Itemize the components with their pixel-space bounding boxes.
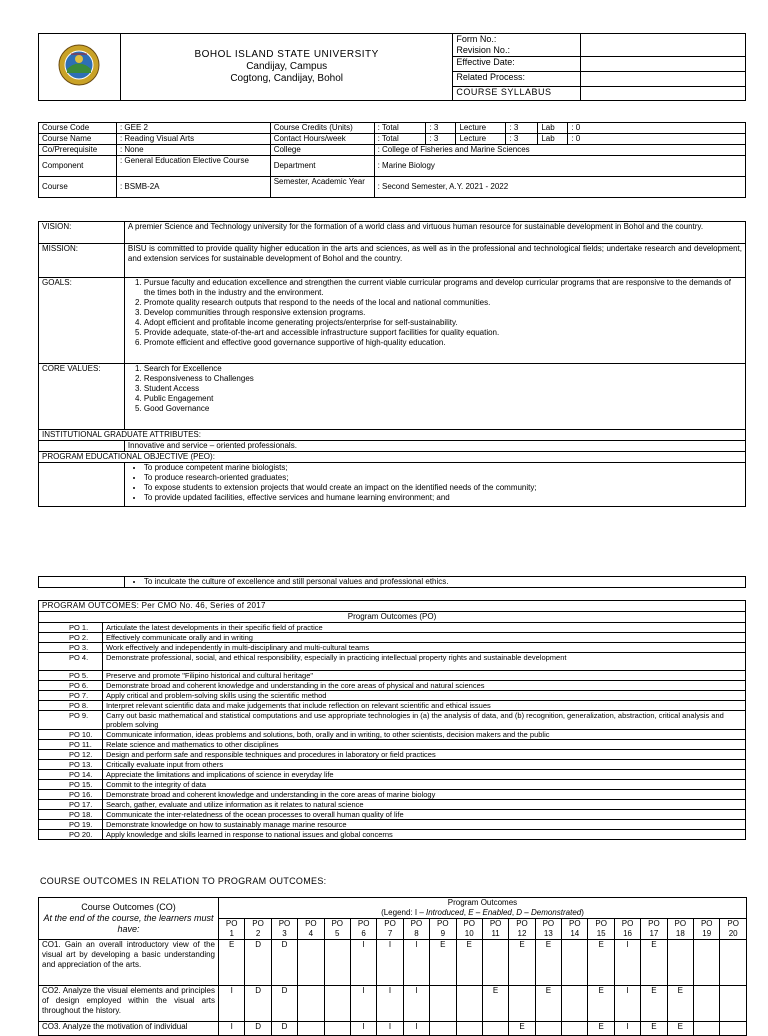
po-number: PO 16. [39,790,103,800]
po-number: PO 10. [39,730,103,740]
co-po-mark: D [271,986,297,1022]
po-word: PO [595,919,607,928]
po-row [39,681,746,691]
hours-lecture-value: : 3 [506,134,538,145]
po-number: PO 13. [39,760,103,770]
co-po-mark [430,986,456,1022]
co-po-mark: I [403,1022,429,1036]
po-row [39,730,746,740]
related-process-value [581,72,746,87]
campus-address: Cogtong, Candijay, Bohol [230,73,343,84]
course-code-value: : GEE 2 [116,123,270,134]
core-value-item: 4. Public Engagement [144,394,742,404]
po-row [39,671,746,681]
course-code-label: Course Code [39,123,117,134]
graduate-attributes-label: INSTITUTIONAL GRADUATE ATTRIBUTES: [39,430,746,441]
program-outcomes-list [39,623,746,840]
po-word: PO [700,919,713,928]
credits-lecture-label: Lecture [456,123,506,134]
co-po-mark [667,940,693,986]
blank-cell [39,577,125,588]
po-index: 13 [543,929,553,938]
po-number-header [509,919,535,940]
goal-item: 5. Provide adequate, state-of-the-art and accessible infrastructure support facilities for quality equation. [144,328,742,338]
po-index: 7 [387,929,393,938]
co-po-mark: I [219,1022,245,1036]
po-index: 10 [464,929,474,938]
contact-hours-label: Contact Hours/week [270,134,374,145]
related-process-label: Related Process: [453,72,581,87]
po-number-header [641,919,667,940]
po-word: PO [331,919,344,928]
po-word: PO [648,919,660,928]
co-po-mark: D [245,1022,271,1036]
po-index: 12 [517,929,527,938]
po-number: PO 14. [39,770,103,780]
po-word: PO [621,919,634,928]
po-description: Design and perform safe and responsible techniques and procedures in laboratory or field practices [102,750,745,760]
department-label: Department [270,156,374,177]
po-number: PO 9. [39,711,103,730]
po-number-header [482,919,508,940]
co-po-mark [720,986,747,1022]
co-po-mark: E [588,986,614,1022]
po-description: Preserve and promote "Filipino historical and cultural heritage" [102,671,745,681]
co-po-matrix [38,897,747,1036]
goal-item: 6. Promote efficient and effective good governance supportive of high-quality education. [144,338,742,348]
component-value: : General Education Elective Course [116,156,270,177]
university-name: BOHOL ISLAND STATE UNIVERSITY [194,49,379,60]
po-index: 4 [308,929,314,938]
po-index: 17 [649,929,659,938]
po-number-header [456,919,482,940]
po-description: Apply knowledge and skills learned in response to national issues and global concerns [102,830,745,840]
po-description: Interpret relevant scientific data and make judgements that include reflection on relevant scientific and ethical issues [102,701,745,711]
po-number-header [403,919,429,940]
credits-total-value: : 3 [426,123,456,134]
peo-item: • To expose students to extension projects that would create an impact on the identified needs of the community; [144,483,742,493]
po-number-header [694,919,720,940]
co-description: CO3. Analyze the motivation of individual [39,1022,219,1036]
university-seal-logo [58,44,100,86]
po-word: PO [252,919,264,928]
po-number: PO 8. [39,701,103,711]
po-number: PO 1. [39,623,103,633]
po-number-header [562,919,588,940]
co-po-mark: E [588,1022,614,1036]
po-word: PO [489,919,502,928]
logo-cell [39,34,121,101]
mission-label: MISSION: [39,244,125,278]
po-number-header [588,919,614,940]
po-description: Demonstrate knowledge on how to sustainably manage marine resource [102,820,745,830]
co-po-mark: E [641,986,667,1022]
co-po-mark [324,940,350,986]
core-values-label: CORE VALUES: [39,364,125,430]
po-index: 19 [702,929,712,938]
co-po-mark: E [456,940,482,986]
college-label: College [270,145,374,156]
po-row [39,643,746,653]
po-number-header [245,919,271,940]
co-po-mark [298,986,324,1022]
credits-lab-value: : 0 [568,123,746,134]
goal-item: 1. Pursue faculty and education excellence and strengthen the current viable curricular programs and develop curricular programs that are responsive to the demands of the times both in the industry and the environment. [144,278,742,298]
po-row [39,830,746,840]
vision-label: VISION: [39,222,125,244]
component-label: Component [39,156,117,177]
po-index: 18 [675,929,685,938]
program-outcomes-header: PROGRAM OUTCOMES: Per CMO No. 46, Series of 2017 [39,601,746,612]
po-number: PO 3. [39,643,103,653]
po-description: Appreciate the limitations and implications of science in everyday life [102,770,745,780]
po-row [39,760,746,770]
po-number: PO 12. [39,750,103,760]
legend-enabled: E – Enabled [468,908,512,917]
po-word: PO [542,919,555,928]
co-row [39,940,747,986]
co-po-mark: I [219,986,245,1022]
po-description: Carry out basic mathematical and statistical computations and use appropriate technologies in (a) the analysis of data, and (b) recognition, generalization, abstraction, critical analysis and problem solving [102,711,745,730]
semester-value: : Second Semester, A.Y. 2021 - 2022 [374,177,745,198]
co-po-mark: E [667,1022,693,1036]
po-number-header [377,919,403,940]
co-description: CO2. Analyze the visual elements and principles of design employed within the visual arts throughout the history. [39,986,219,1022]
po-description: Demonstrate professional, social, and ethical responsibility, especially in practicing intellectual property rights and sustainable development [102,653,745,671]
po-row [39,780,746,790]
co-row [39,986,747,1022]
co-po-mark: E [588,940,614,986]
header-table [38,33,746,101]
hours-lab-label: Lab [538,134,568,145]
co-po-mark [456,986,482,1022]
hours-lecture-label: Lecture [456,134,506,145]
po-description: Communicate the inter-relatedness of the ocean processes to overall human quality of life [102,810,745,820]
effective-date-label: Effective Date: [453,57,581,72]
co-po-mark: I [377,986,403,1022]
goals-list-cell [124,278,745,364]
revision-no-label: Revision No.: [456,45,510,55]
semester-label: Semester, Academic Year [270,177,374,198]
peo-list-cell [124,463,745,507]
po-row [39,633,746,643]
co-po-mark: E [535,986,561,1022]
peo-item: • To inculcate the culture of excellence and still personal values and professional ethics. [144,577,742,587]
credits-lecture-value: : 3 [506,123,538,134]
po-title: Program Outcomes [447,898,518,907]
po-row [39,701,746,711]
po-legend: (Legend: I – Introduced, E – Enabled, D – Demonstrated) [381,908,584,917]
co-po-mark: E [482,986,508,1022]
hours-lab-value: : 0 [568,134,746,145]
po-index: 11 [491,929,500,938]
po-description: Work effectively and independently in multi-disciplinary and multi-cultural teams [102,643,745,653]
po-description: Demonstrate broad and coherent knowledge and understanding in the core areas of marine biology [102,790,745,800]
po-row [39,820,746,830]
co-po-mark: I [614,1022,640,1036]
po-number-header [350,919,376,940]
core-value-item: 5. Good Governance [144,404,742,414]
po-description: Apply critical and problem-solving skills using the scientific method [102,691,745,701]
co-po-mark: I [350,1022,376,1036]
po-index: 15 [596,929,606,938]
po-index: 3 [282,929,287,938]
po-number: PO 18. [39,810,103,820]
po-word: PO [410,919,423,928]
po-word: PO [305,919,317,928]
po-row [39,750,746,760]
po-description: Demonstrate broad and coherent knowledge and understanding in the core areas of physical and natural sciences [102,681,745,691]
po-word: PO [727,919,739,928]
po-index: 14 [570,929,580,938]
course-name-value: : Reading Visual Arts [116,134,270,145]
po-number: PO 2. [39,633,103,643]
po-description: Search, gather, evaluate and utilize information as it relates to natural science [102,800,745,810]
po-word: PO [278,919,291,928]
po-number-header [535,919,561,940]
co-po-mark [298,940,324,986]
course-value: : BSMB-2A [116,177,270,198]
po-row [39,740,746,750]
co-po-mark [720,940,747,986]
program-outcomes-subheader: Program Outcomes (PO) [39,612,746,623]
co-po-mark: E [509,940,535,986]
po-number-header [298,919,324,940]
co-po-mark: I [377,940,403,986]
po-row [39,623,746,633]
po-number: PO 11. [39,740,103,750]
po-number: PO 7. [39,691,103,701]
core-value-item: 1. Search for Excellence [144,364,742,374]
po-description: Effectively communicate orally and in writing [102,633,745,643]
co-po-mark [482,940,508,986]
po-word: PO [516,919,528,928]
co-po-mark: D [271,940,297,986]
po-row [39,770,746,780]
co-po-mark [562,986,588,1022]
vision-text: A premier Science and Technology university for the formation of a world class and virtuous human resource for sustainable development in Bohol and the country. [124,222,745,244]
co-po-mark [324,986,350,1022]
peo-item: • To produce competent marine biologists; [144,463,742,473]
vmg-table [38,221,746,507]
prereq-label: Co/Prerequisite [39,145,117,156]
peo-item: • To produce research-oriented graduates; [144,473,742,483]
po-number: PO 20. [39,830,103,840]
legend-suffix: ) [581,908,584,917]
goals-label: GOALS: [39,278,125,364]
peo-item: • To provide updated facilities, effective services and humane learning environment; and [144,493,742,503]
form-no-cell [453,34,581,57]
po-description: Communicate information, ideas problems and solutions, both, orally and in writing, to other scientists, decision makers and the public [102,730,745,740]
campus-name: Candijay, Campus [246,61,328,72]
hours-total-value: : 3 [426,134,456,145]
po-number-header [614,919,640,940]
co-po-mark [694,986,720,1022]
co-section-title: COURSE OUTCOMES IN RELATION TO PROGRAM OUTCOMES: [40,876,327,886]
co-po-mark: I [403,986,429,1022]
po-description: Critically evaluate input from others [102,760,745,770]
co-po-mark: I [403,940,429,986]
co-column-subtitle: At the end of the course, the learners must have: [43,913,214,934]
po-index: 6 [361,929,366,938]
co-column-header [39,898,219,940]
po-index: 20 [728,929,738,938]
po-row [39,800,746,810]
po-row [39,691,746,701]
course-label: Course [39,177,117,198]
course-syllabus-value [581,87,746,101]
prereq-value: : None [116,145,270,156]
po-number-header [271,919,297,940]
po-word: PO [357,919,370,928]
college-value: : College of Fisheries and Marine Sciences [374,145,745,156]
po-number-header [430,919,456,940]
po-header [219,898,747,919]
graduate-attributes-text: Innovative and service – oriented professionals. [124,441,745,452]
po-word: PO [437,919,449,928]
co-po-mark: E [430,940,456,986]
po-number: PO 15. [39,780,103,790]
blank-cell [39,441,125,452]
co-po-mark: I [614,986,640,1022]
po-row [39,790,746,800]
po-description: Commit to the integrity of data [102,780,745,790]
po-number-header [324,919,350,940]
po-description: Relate science and mathematics to other disciplines [102,740,745,750]
po-number: PO 4. [39,653,103,671]
po-number: PO 19. [39,820,103,830]
co-po-mark: E [219,940,245,986]
co-po-mark: I [350,940,376,986]
course-syllabus-label: COURSE SYLLABUS [453,87,581,101]
department-value: : Marine Biology [374,156,745,177]
course-name-label: Course Name [39,134,117,145]
co-po-mark [694,940,720,986]
co-po-mark: I [614,940,640,986]
legend-demonstrated: D – Demonstrated [516,908,582,917]
po-index: 5 [335,929,340,938]
mission-text: BISU is committed to provide quality higher education in the arts and sciences, as well as in the professional and technological fields; undertake research and development, and extension services for sustainable development of Bohol and the country. [124,244,745,278]
peo-continuation-table [38,576,746,588]
po-index: 9 [440,929,446,938]
credits-lab-label: Lab [538,123,568,134]
co-po-mark: E [535,940,561,986]
po-index: 2 [255,929,261,938]
co-po-mark: D [245,940,271,986]
hours-total-label: : Total [374,134,426,145]
form-no-value [581,34,746,57]
po-description: Articulate the latest developments in their specific field of practice [102,623,745,633]
po-number: PO 17. [39,800,103,810]
co-po-mark: E [641,940,667,986]
po-index: 1 [229,929,234,938]
credits-total-label: : Total [374,123,426,134]
co-po-mark: D [245,986,271,1022]
co-po-mark [509,986,535,1022]
co-po-mark: I [350,986,376,1022]
core-values-cell [124,364,745,430]
po-word: PO [225,919,238,928]
blank-cell [39,463,125,507]
university-block [120,34,453,101]
co-po-mark: E [667,986,693,1022]
goal-item: 2. Promote quality research outputs that respond to the needs of the local and national communities. [144,298,742,308]
po-word: PO [568,919,581,928]
legend-prefix: (Legend: I – [381,908,426,917]
po-number: PO 5. [39,671,103,681]
po-number-header [720,919,747,940]
effective-date-value [581,57,746,72]
co-po-mark: E [641,1022,667,1036]
po-number-header [219,919,245,940]
po-index: 16 [623,929,632,938]
goal-item: 4. Adopt efficient and profitable income generating projects/enterprise for self-sustainability. [144,318,742,328]
course-info-table [38,122,746,198]
legend-introduced: Introduced [425,908,464,917]
po-number-header [667,919,693,940]
peo-continuation-cell [124,577,745,588]
po-row [39,711,746,730]
co-column-title: Course Outcomes (CO) [81,902,176,912]
goal-item: 3. Develop communities through responsive extension programs. [144,308,742,318]
core-value-item: 2. Responsiveness to Challenges [144,374,742,384]
peo-label: PROGRAM EDUCATIONAL OBJECTIVE (PEO): [39,452,746,463]
po-index: 8 [414,929,419,938]
course-credits-label: Course Credits (Units) [270,123,374,134]
co-po-mark: I [377,1022,403,1036]
co-po-mark: E [509,1022,535,1036]
core-value-item: 3. Student Access [144,384,742,394]
po-row [39,653,746,671]
po-row [39,810,746,820]
po-number: PO 6. [39,681,103,691]
program-outcomes-table [38,600,746,840]
po-word: PO [384,919,396,928]
co-po-mark [562,940,588,986]
co-description: CO1. Gain an overall introductory view of the visual art by developing a basic understanding and appreciation of the arts. [39,940,219,986]
po-word: PO [463,919,475,928]
co-po-mark: D [271,1022,297,1036]
po-word: PO [674,919,687,928]
form-no-label: Form No.: [456,34,497,44]
